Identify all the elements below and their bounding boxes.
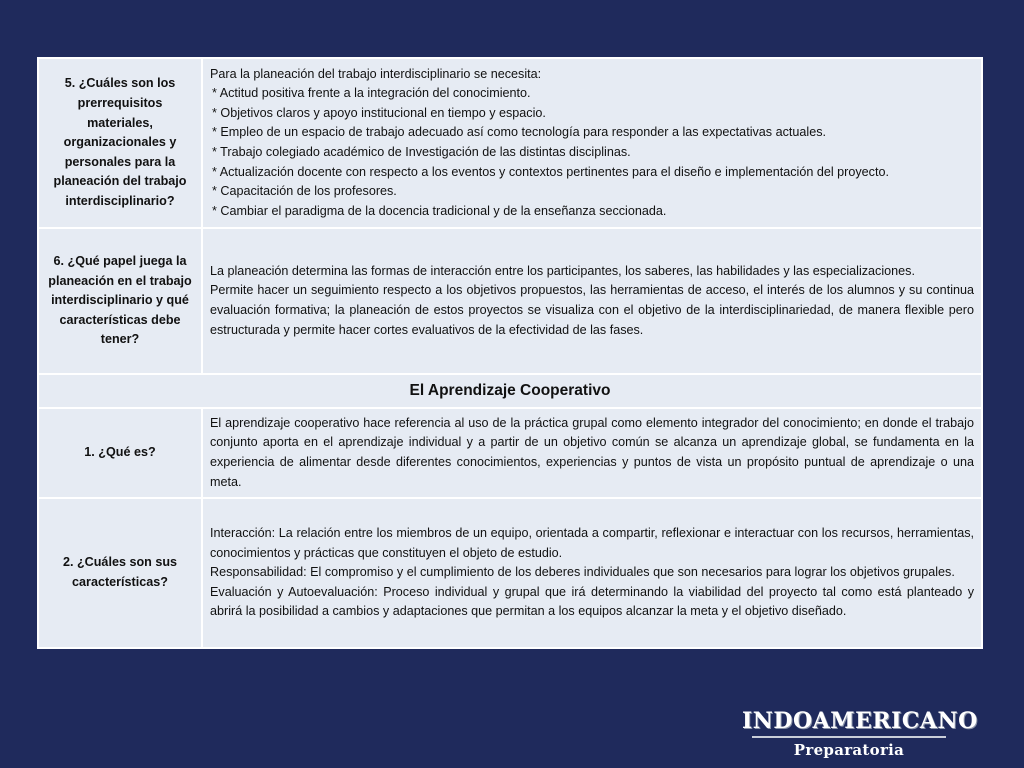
answer-paragraph: El aprendizaje cooperativo hace referencia al uso de la práctica grupal como elemento integrador del conocimiento; en donde el trabajo conjunto aporta en el aprendizaje individual y a partir de un objetivo común se alcanza un aprendizaje global, se fundamenta en la experiencia de alimentar desde diferentes conocimientos, experiencias y puntos de vista un propósito puntual de aprendizaje o una meta.: [210, 415, 974, 489]
section-header-row: [38, 374, 982, 408]
question-cell: 1. ¿Qué es?: [38, 408, 202, 498]
table-row: [38, 58, 982, 228]
list-item: * Actualización docente con respecto a los eventos y contextos pertinentes para el diseño e implementación del proyecto.: [212, 164, 889, 179]
question-cell: 6. ¿Qué papel juega la planeación en el trabajo interdisciplinario y qué características debe tener?: [38, 228, 202, 374]
answer-cell: [202, 408, 982, 498]
answer-paragraph: Permite hacer un seguimiento respecto a los objetivos propuestos, las herramientas de acceso, el interés de los alumnos y su continua evaluación formativa; la planeación de estos proyectos se visualiza con el objetivo de la interdisciplinariedad, de manera flexible pero estructurada y permite hacer cortes evaluativos de la efectividad de las fases.: [210, 283, 974, 337]
answer-cell: [202, 58, 982, 228]
table-row: [38, 408, 982, 498]
answer-paragraph: Evaluación y Autoevaluación: Proceso individual y grupal que irá determinando la viabilidad del proyecto tal como está planteado y abrirá la posibilidad a cambios y adaptaciones que permitan a los equipos alcanzar la meta y el objetivo diseñado.: [210, 584, 974, 619]
answer-paragraph: Interacción: La relación entre los miembros de un equipo, orientada a compartir, reflexionar e interactuar con los recursos, herramientas, conocimientos y prácticas que constituyen el objeto de estudio.: [210, 526, 974, 560]
question-cell: 2. ¿Cuáles son sus características?: [38, 498, 202, 648]
list-item: * Cambiar el paradigma de la docencia tradicional y de la enseñanza seccionada.: [212, 203, 667, 218]
answer-paragraph: La planeación determina las formas de interacción entre los participantes, los saberes, las habilidades y las especializaciones.: [210, 263, 915, 278]
list-item: * Trabajo colegiado académico de Investigación de las distintas disciplinas.: [212, 145, 631, 159]
logo-subtitle: Preparatoria: [793, 741, 905, 759]
logo-divider: [752, 736, 946, 738]
list-item: * Capacitación de los profesores.: [212, 184, 397, 199]
section-title: El Aprendizaje Cooperativo: [38, 374, 982, 408]
answer-cell: [202, 228, 982, 374]
indoamericano-logo: [742, 708, 978, 760]
answer-intro: Para la planeación del trabajo interdisciplinario se necesita:: [210, 66, 542, 81]
logo-title: INDOAMERICANO: [742, 708, 978, 734]
table-row: [38, 498, 982, 648]
question-cell: 5. ¿Cuáles son los prerrequisitos materiales, organizacionales y personales para la planeación del trabajo interdisciplinario?: [38, 58, 202, 228]
list-item: * Objetivos claros y apoyo institucional en tiempo y espacio.: [212, 105, 546, 120]
answer-paragraph: Responsabilidad: El compromiso y el cumplimiento de los deberes individuales que son necesarios para lograr los objetivos grupales.: [210, 565, 955, 580]
answer-cell: [202, 498, 982, 648]
table-row: [38, 228, 982, 374]
content-table: [37, 57, 983, 649]
list-item: * Empleo de un espacio de trabajo adecuado así como tecnología para responder a las expectativas actuales.: [212, 125, 826, 140]
list-item: * Actitud positiva frente a la integración del conocimiento.: [212, 86, 531, 101]
